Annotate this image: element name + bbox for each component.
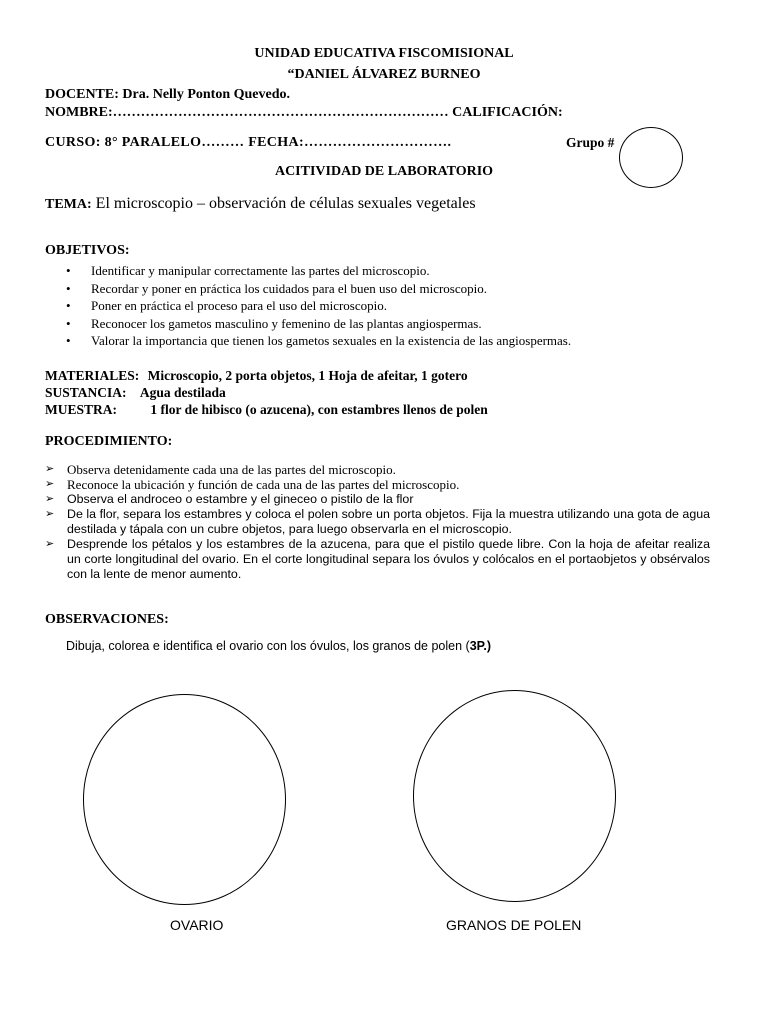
- bullet-icon: •: [66, 280, 71, 296]
- school-name-line2: “DANIEL ÁLVAREZ BURNEO: [287, 67, 481, 82]
- sustancia-label: SUSTANCIA:: [45, 385, 127, 400]
- arrow-bullet-icon: ➢: [45, 463, 55, 475]
- observaciones-instruction-text: Dibuja, colorea e identifica el ovario con los óvulos, los granos de polen (: [66, 639, 470, 653]
- ovario-drawing-circle[interactable]: [83, 694, 286, 905]
- observaciones-heading: OBSERVACIONES:: [45, 612, 169, 627]
- tema-line: [45, 195, 476, 213]
- objetivo-item: • Poner en práctica el proceso para el uso del microscopio.: [66, 298, 387, 313]
- activity-title: ACITIVIDAD DE LABORATORIO: [274, 164, 494, 179]
- docente-line: DOCENTE: Dra. Nelly Ponton Quevedo.: [45, 87, 290, 102]
- muestra-text: 1 flor de hibisco (o azucena), con estambres llenos de polen: [150, 402, 488, 417]
- observaciones-instruction: [66, 639, 491, 653]
- procedimiento-step: ➢ De la flor, separa los estambres y coloca el polen sobre un porta objetos. Fija la muestra utilizando una gota de agua destilada y tápala con un cubre objetos, para luego observarla en el microscopio.: [45, 507, 710, 536]
- objetivos-list: [45, 262, 571, 350]
- procedimiento-step: ➢ Desprende los pétalos y los estambres de la azucena, para que el pistilo quede libre. Con la hoja de afeitar realiza un corte longitudinal del ovario. En el corte longitudinal separa los óvulos y colócalos en el portaobjetos y obsérvalos con la lente de menor aumento.: [45, 537, 710, 581]
- muestra-line: [45, 402, 488, 418]
- procedimiento-step: ➢ Observa el androceo o estambre y el gineceo o pistilo de la flor: [45, 492, 414, 506]
- points-value: 3P.): [469, 639, 492, 653]
- materiales-label: MATERIALES:: [45, 368, 140, 383]
- objetivo-item: • Identificar y manipular correctamente las partes del microscopio.: [66, 263, 430, 278]
- sustancia-line: [45, 385, 226, 401]
- sustancia-text: Agua destilada: [139, 385, 226, 400]
- procedimiento-step: ➢ Observa detenidamente cada una de las partes del microscopio.: [45, 462, 396, 477]
- arrow-bullet-icon: ➢: [45, 538, 55, 550]
- school-name-line1: UNIDAD EDUCATIVA FISCOMISIONAL: [254, 46, 514, 61]
- curso-paralelo-fecha-line: CURSO: 8° PARALELO……… FECHA:………………………….: [45, 135, 452, 150]
- procedimiento-step: ➢ Reconoce la ubicación y función de cada una de las partes del microscopio.: [45, 477, 460, 492]
- arrow-bullet-icon: ➢: [45, 508, 55, 520]
- muestra-label: MUESTRA:: [45, 402, 118, 417]
- objetivo-item: • Valorar la importancia que tienen los gametos sexuales en la existencia de las angiospermas.: [66, 333, 572, 348]
- tema-text: El microscopio – observación de células sexuales vegetales: [95, 195, 476, 212]
- ovario-label: OVARIO: [170, 917, 224, 933]
- bullet-icon: •: [66, 315, 71, 331]
- bullet-icon: •: [66, 333, 71, 348]
- materiales-text: Microscopio, 2 porta objetos, 1 Hoja de afeitar, 1 gotero: [147, 368, 468, 383]
- bullet-icon: •: [66, 263, 71, 278]
- arrow-bullet-icon: ➢: [45, 493, 55, 505]
- materiales-line: [45, 368, 468, 384]
- grupo-label: Grupo #: [566, 135, 615, 150]
- objetivo-item: • Reconocer los gametos masculino y femenino de las plantas angiospermas.: [66, 315, 482, 331]
- objetivos-heading: OBJETIVOS:: [45, 243, 130, 258]
- procedimiento-heading: PROCEDIMIENTO:: [45, 434, 173, 449]
- nombre-calificacion-line: NOMBRE:……………………………………………………………… CALIFICACIÓN:: [45, 105, 563, 120]
- bullet-icon: •: [66, 298, 71, 313]
- tema-label: TEMA:: [45, 197, 92, 212]
- polen-drawing-circle[interactable]: [413, 690, 616, 902]
- arrow-bullet-icon: ➢: [45, 478, 55, 490]
- procedimiento-list: [45, 462, 710, 582]
- granos-de-polen-label: GRANOS DE POLEN: [446, 917, 582, 933]
- objetivo-item: • Recordar y poner en práctica los cuidados para el buen uso del microscopio.: [66, 280, 487, 296]
